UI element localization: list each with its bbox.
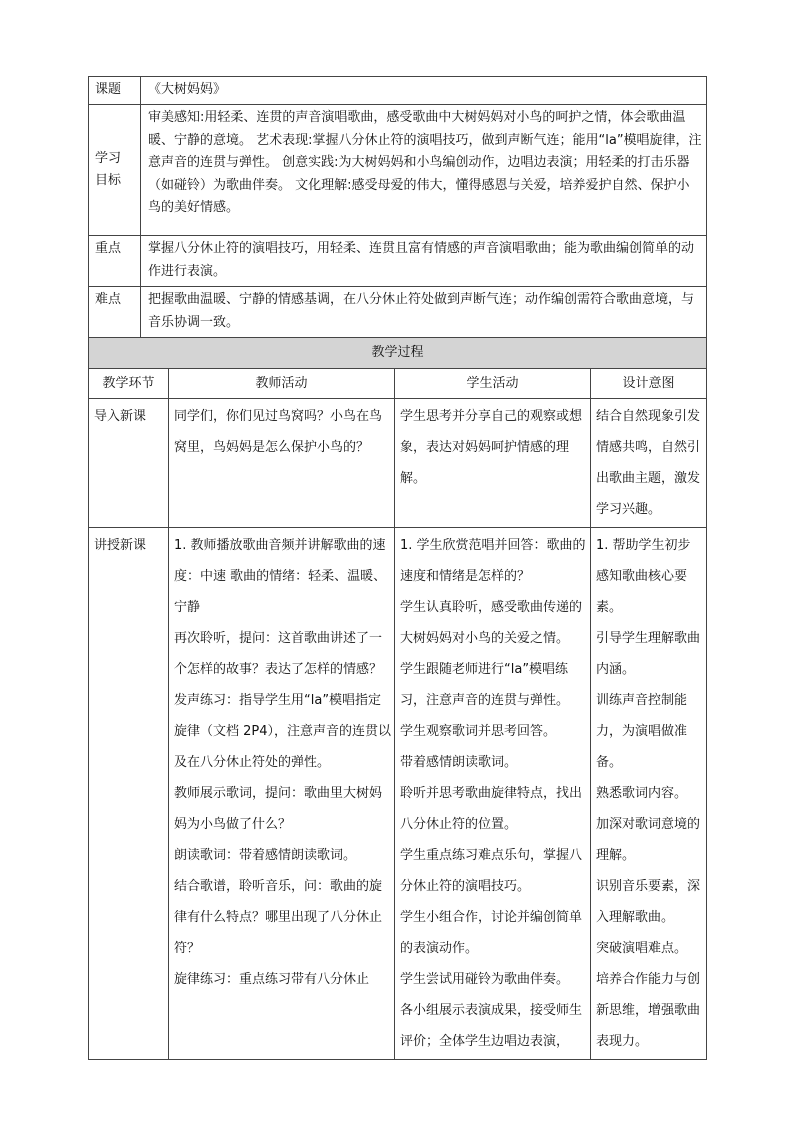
- teaching-process-table: [88, 337, 707, 1060]
- design-intent-cell: [591, 528, 707, 1060]
- design-intent-para: 结合自然现象引发情感共鸣，自然引出歌曲主题，激发学习兴趣。: [596, 409, 701, 517]
- student-activity-para: 带着感情朗读歌词。: [400, 755, 518, 770]
- lesson-info-table: [88, 76, 707, 338]
- key-point-text: 掌握八分休止符的演唱技巧，用轻柔、连贯且富有情感的声音演唱歌曲；能为歌曲编创简单的动作进行表演。: [141, 236, 707, 287]
- design-intent-para: 培养合作能力与创新思维，增强歌曲表现力。: [596, 972, 701, 1049]
- design-intent-para: 熟悉歌词内容。: [596, 786, 688, 801]
- column-header-stage: 教学环节: [89, 369, 169, 399]
- objective-label-line-1: 学习: [95, 151, 122, 166]
- teacher-activity-para: 结合歌谱，聆听音乐，问：歌曲的旋律有什么特点？哪里出现了八分休止符？: [174, 879, 383, 956]
- objective-text: 审美感知:用轻柔、连贯的声音演唱歌曲，感受歌曲中大树妈妈对小鸟的呵护之情，体会歌曲温暖、宁静的意境。 艺术表现:掌握八分休止符的演唱技巧，做到声断气连；能用“la”模唱旋律，注意声音的连贯与弹性。 创意实践:为大树妈妈和小鸟编创动作，边唱边表演；用轻柔的打击乐器（如碰铃）为歌曲伴奏。 文化理解:感受母爱的伟大，懂得感恩与关爱，培养爱护自然、保护小鸟的美好情感。: [141, 105, 707, 236]
- difficulty-label: 难点: [89, 287, 141, 338]
- process-section-title: 教学过程: [89, 338, 707, 369]
- design-intent-para: 1. 帮助学生初步感知歌曲核心要素。: [596, 538, 691, 615]
- objective-label: [89, 105, 141, 236]
- student-activity-para: 学生重点练习难点乐句，掌握八分休止符的演唱技巧。: [400, 848, 583, 894]
- design-intent-para: 识别音乐要素，深入理解歌曲。: [596, 879, 701, 925]
- teacher-activity-cell: [169, 399, 395, 528]
- process-section-row: [89, 338, 707, 369]
- teacher-activity-para: 同学们，你们见过鸟窝吗？小鸟在鸟窝里，鸟妈妈是怎么保护小鸟的？: [174, 409, 383, 455]
- student-activity-para: 学生尝试用碰铃为歌曲伴奏。: [400, 972, 570, 987]
- student-activity-para: 各小组展示表演成果，接受师生评价；全体学生边唱边表演，: [400, 1003, 583, 1049]
- teacher-activity-cell: [169, 528, 395, 1060]
- design-intent-para: 引导学生理解歌曲内涵。: [596, 631, 701, 677]
- process-row-intro: [89, 399, 707, 528]
- student-activity-para: 学生认真聆听，感受歌曲传递的大树妈妈对小鸟的关爱之情。: [400, 600, 583, 646]
- student-activity-cell: [395, 399, 591, 528]
- title-value: 《大树妈妈》: [141, 77, 707, 105]
- teacher-activity-para: 朗读歌词：带着感情朗读歌词。: [174, 848, 357, 863]
- column-header-student: 学生活动: [395, 369, 591, 399]
- title-row: [89, 77, 707, 105]
- design-intent-para: 训练声音控制能力，为演唱做准备。: [596, 693, 688, 770]
- student-activity-para: 学生跟随老师进行“la”模唱练习，注意声音的连贯与弹性。: [400, 662, 570, 708]
- difficulty-text: 把握歌曲温暖、宁静的情感基调，在八分休止符处做到声断气连；动作编创需符合歌曲意境，与音乐协调一致。: [141, 287, 707, 338]
- key-point-row: [89, 236, 707, 287]
- design-intent-para: 突破演唱难点。: [596, 941, 688, 956]
- design-intent-cell: [591, 399, 707, 528]
- title-label: 课题: [89, 77, 141, 105]
- student-activity-para: 学生观察歌词并思考回答。: [400, 724, 557, 739]
- key-point-label: 重点: [89, 236, 141, 287]
- stage-cell: 讲授新课: [89, 528, 169, 1060]
- lesson-plan-page: [88, 76, 706, 1060]
- teacher-activity-para: 发声练习：指导学生用“la”模唱指定旋律（文档 2P4），注意声音的连贯以及在八分休止符处的弹性。: [174, 693, 392, 770]
- difficulty-row: [89, 287, 707, 338]
- teacher-activity-para: 旋律练习：重点练习带有八分休止: [174, 972, 370, 987]
- student-activity-para: 1. 学生欣赏范唱并回答：歌曲的速度和情绪是怎样的？: [400, 538, 586, 584]
- process-row-new-lesson: [89, 528, 707, 1060]
- stage-cell: 导入新课: [89, 399, 169, 528]
- column-header-intent: 设计意图: [591, 369, 707, 399]
- student-activity-cell: [395, 528, 591, 1060]
- student-activity-para: 学生小组合作，讨论并编创简单的表演动作。: [400, 910, 583, 956]
- design-intent-para: 加深对歌词意境的理解。: [596, 817, 701, 863]
- teacher-activity-para: 1. 教师播放歌曲音频并讲解歌曲的速度：中速 歌曲的情绪：轻柔、温暖、宁静: [174, 538, 387, 615]
- teacher-activity-para: 再次聆听，提问：这首歌曲讲述了一个怎样的故事？表达了怎样的情感？: [174, 631, 383, 677]
- objective-row: [89, 105, 707, 236]
- teacher-activity-para: 教师展示歌词，提问：歌曲里大树妈妈为小鸟做了什么？: [174, 786, 383, 832]
- student-activity-para: 聆听并思考歌曲旋律特点，找出八分休止符的位置。: [400, 786, 583, 832]
- objective-label-line-2: 目标: [95, 173, 122, 188]
- student-activity-para: 学生思考并分享自己的观察或想象，表达对妈妈呵护情感的理解。: [400, 409, 583, 486]
- process-column-header-row: [89, 369, 707, 399]
- column-header-teacher: 教师活动: [169, 369, 395, 399]
